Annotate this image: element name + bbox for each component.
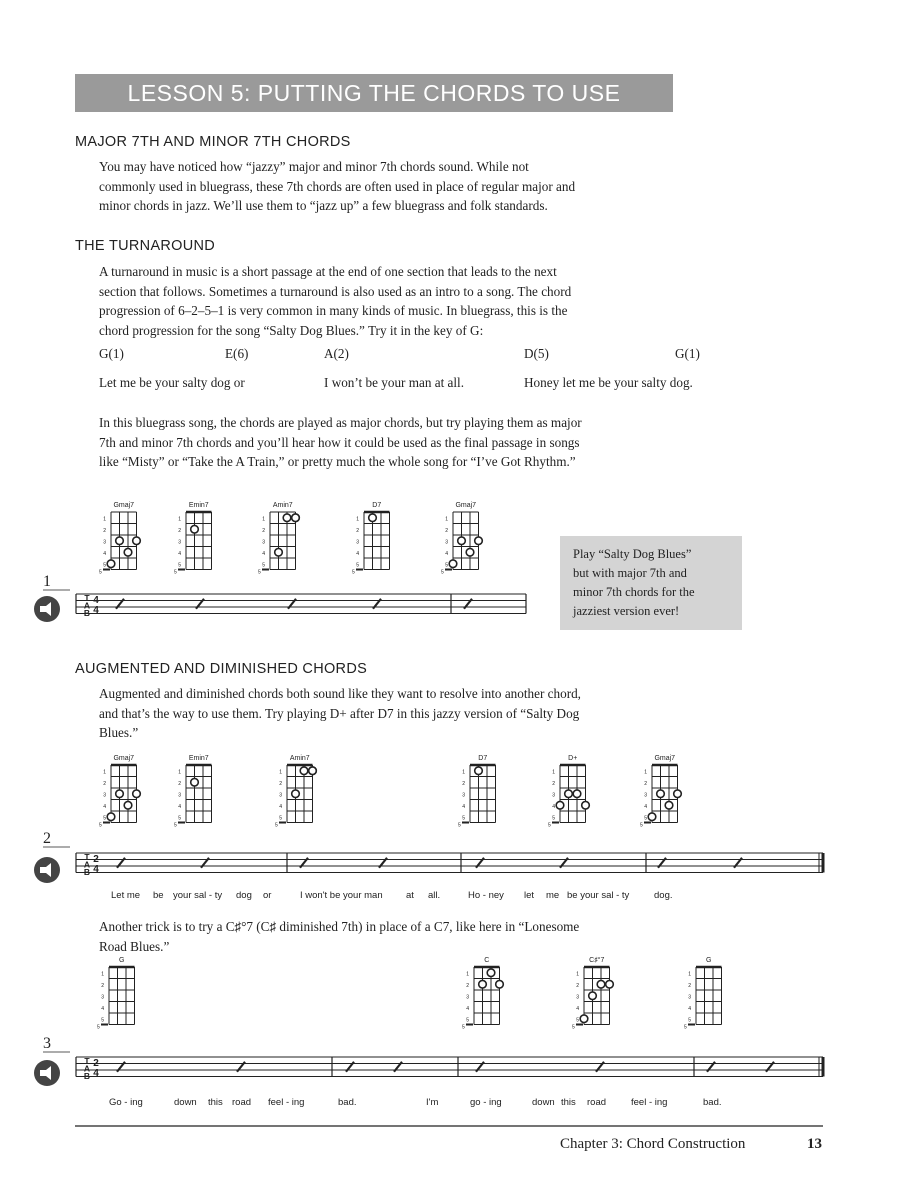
- finger-dot: [107, 813, 115, 821]
- fret-number: 1: [688, 971, 691, 978]
- lyric-syllable: Go - ing: [109, 1097, 143, 1108]
- finger-dot: [665, 801, 673, 809]
- fret-number: 1: [462, 769, 465, 776]
- text-line: chord progression for the song “Salty Dog Blues.” Try it in the key of G:: [99, 322, 484, 338]
- fret-marker: 5: [258, 569, 261, 576]
- fret-number: 2: [178, 781, 181, 787]
- fret-number: 3: [262, 539, 265, 546]
- fret-number: 1: [445, 516, 448, 523]
- callout-line: Play “Salty Dog Blues”: [573, 547, 692, 561]
- text-line: Blues.”: [99, 725, 139, 740]
- fret-number: 4: [279, 804, 282, 810]
- fret-number: 4: [178, 551, 181, 557]
- fret-number: 5: [178, 562, 181, 569]
- fret-number: 4: [178, 804, 181, 810]
- tab-letter: B: [83, 1071, 91, 1081]
- fret-number: 3: [466, 994, 469, 1001]
- chord-diagram: [640, 755, 681, 829]
- fret-number: 1: [279, 769, 282, 776]
- fret-number: 1: [178, 769, 181, 776]
- finger-dot: [449, 560, 457, 568]
- lyric-syllable: feel - ing: [268, 1097, 305, 1108]
- fret-number: 3: [445, 539, 448, 546]
- chord-diagram: [174, 502, 212, 576]
- fret-number: 5: [466, 1017, 469, 1024]
- example-number: 3: [43, 1035, 51, 1052]
- chord-diagram: [174, 755, 212, 829]
- finger-dot: [475, 767, 483, 775]
- fret-number: 2: [688, 983, 691, 989]
- tab-letter: A: [83, 1063, 91, 1074]
- footer-chapter: Chapter 3: Chord Construction: [560, 1136, 746, 1152]
- fret-number: 3: [688, 994, 691, 1001]
- finger-dot: [283, 514, 291, 522]
- fret-marker: 5: [441, 569, 444, 576]
- fret-number: 4: [262, 551, 265, 557]
- progression-chord: G(1): [675, 346, 700, 361]
- text-line: minor chords in jazz. We’ll use them to “jazz up” a few bluegrass and folk standards.: [99, 198, 548, 213]
- heading-major7: MAJOR 7TH AND MINOR 7TH CHORDS: [75, 134, 351, 150]
- finger-dot: [309, 767, 317, 775]
- fret-number: 2: [103, 528, 106, 534]
- lyric-syllable: or: [263, 890, 272, 901]
- chord-diagram: [441, 502, 482, 576]
- fret-number: 1: [103, 516, 106, 523]
- lyric-syllable: dog.: [654, 890, 673, 901]
- chord-name: Gmaj7: [113, 502, 135, 509]
- fret-number: 3: [103, 792, 106, 799]
- fret-number: 2: [262, 528, 265, 534]
- fret-number: 1: [576, 971, 579, 978]
- fret-number: 5: [462, 815, 465, 822]
- fret-number: 4: [466, 1006, 469, 1012]
- fret-number: 1: [466, 971, 469, 978]
- lesson-title: LESSON 5: PUTTING THE CHORDS TO USE: [127, 80, 621, 106]
- text-line: Augmented and diminished chords both sound like they want to resolve into another chord,: [99, 686, 581, 701]
- callout-line: jazziest version ever!: [573, 604, 680, 618]
- fret-number: 5: [688, 1017, 691, 1024]
- lyric-syllable: Ho - ney: [468, 890, 504, 901]
- page-number: 13: [807, 1136, 822, 1152]
- finger-dot: [107, 560, 115, 568]
- finger-dot: [124, 801, 132, 809]
- fret-marker: 5: [174, 822, 177, 829]
- finger-dot: [292, 790, 300, 798]
- finger-dot: [300, 767, 308, 775]
- lyric-syllable: dog: [236, 890, 252, 901]
- heading-turnaround: THE TURNAROUND: [75, 238, 216, 254]
- text-line: A turnaround in music is a short passage at the end of one section that leads to the next: [99, 264, 557, 279]
- lyric-syllable: your sal - ty: [173, 890, 223, 901]
- finger-dot: [589, 992, 597, 1000]
- lyric-syllable: road: [587, 1097, 607, 1108]
- progression-chord: E(6): [225, 346, 249, 361]
- fret-number: 1: [356, 516, 359, 523]
- tab-letter: T: [84, 593, 90, 603]
- tab-letter: A: [83, 859, 91, 870]
- progression-lyric: Let me be your salty dog or: [99, 375, 245, 390]
- chord-name: C♯°7: [589, 957, 605, 964]
- tab-letter: B: [83, 867, 91, 877]
- fret-marker: 5: [99, 822, 102, 829]
- lyric-syllable: feel - ing: [631, 1097, 668, 1108]
- fret-number: 1: [103, 769, 106, 776]
- finger-dot: [496, 980, 504, 988]
- callout-line: minor 7th chords for the: [573, 585, 695, 599]
- chord-name: C: [484, 957, 490, 964]
- fret-number: 3: [279, 792, 282, 799]
- chord-name: Gmaj7: [654, 755, 676, 762]
- lyric-syllable: be your sal - ty: [567, 890, 630, 901]
- fret-marker: 5: [462, 1024, 465, 1031]
- chord-diagram: [97, 957, 135, 1031]
- callout-line: but with major 7th and: [573, 566, 687, 580]
- finger-dot: [275, 548, 283, 556]
- text-line: Road Blues.”: [99, 938, 170, 954]
- chord-diagram: [684, 957, 722, 1031]
- chord-name: D+: [568, 755, 578, 762]
- text-line: like “Misty” or “Take the A Train,” or pretty much the whole song for “I’ve Got Rhythm.”: [99, 454, 576, 469]
- finger-dot: [292, 514, 300, 522]
- fret-number: 2: [445, 528, 448, 534]
- finger-dot: [466, 548, 474, 556]
- time-signature: 2: [93, 1057, 99, 1069]
- progression-lyric: Honey let me be your salty dog.: [524, 375, 693, 390]
- fret-number: 4: [445, 551, 448, 557]
- lyric-syllable: I won't be your man: [300, 890, 383, 901]
- finger-dot: [487, 969, 495, 977]
- fret-number: 5: [103, 562, 106, 569]
- lyric-syllable: at: [406, 890, 414, 901]
- lyric-syllable: Let me: [111, 890, 141, 901]
- fret-number: 3: [644, 792, 647, 799]
- tab-letter: T: [84, 1056, 90, 1066]
- finger-dot: [580, 1015, 588, 1023]
- finger-dot: [133, 537, 141, 545]
- lyric-syllable: road: [232, 1097, 252, 1108]
- fret-number: 2: [644, 781, 647, 787]
- chord-diagram: [352, 502, 390, 576]
- fret-number: 2: [356, 528, 359, 534]
- time-signature: 4: [93, 604, 99, 616]
- fret-number: 5: [356, 562, 359, 569]
- fret-number: 4: [103, 804, 106, 810]
- time-signature: 2: [93, 853, 99, 865]
- lyric-syllable: bad.: [338, 1097, 357, 1108]
- finger-dot: [606, 980, 614, 988]
- fret-number: 1: [101, 971, 104, 978]
- finger-dot: [582, 801, 590, 809]
- fret-number: 2: [101, 983, 104, 989]
- fret-marker: 5: [458, 822, 461, 829]
- lyric-syllable: down: [532, 1097, 555, 1108]
- fret-number: 2: [103, 781, 106, 787]
- lyric-syllable: down: [174, 1097, 197, 1108]
- fret-marker: 5: [684, 1024, 687, 1031]
- example-number: 2: [43, 830, 51, 847]
- fret-number: 3: [178, 792, 181, 799]
- chord-diagram: [258, 502, 299, 576]
- finger-dot: [479, 980, 487, 988]
- text-line: commonly used in bluegrass, these 7th chords are often used in place of regular major and: [99, 178, 576, 194]
- fret-marker: 5: [548, 822, 551, 829]
- fret-number: 4: [103, 551, 106, 557]
- chord-diagram: [99, 502, 140, 576]
- fret-number: 4: [462, 804, 465, 810]
- lyric-syllable: me: [546, 890, 560, 901]
- tab-letter: T: [84, 852, 90, 862]
- lyric-syllable: all.: [428, 890, 441, 901]
- text-line: 7th and minor 7th chords and you’ll hear how it could be used as the final passage in songs: [99, 434, 580, 450]
- fret-number: 5: [445, 562, 448, 569]
- lyric-syllable: bad.: [703, 1097, 722, 1108]
- tab-letter: B: [83, 608, 91, 618]
- finger-dot: [565, 790, 573, 798]
- finger-dot: [191, 778, 199, 786]
- time-signature: 4: [93, 594, 99, 606]
- text-line: section that follows. Sometimes a turnaround is also used as an intro to a song. The chord: [99, 283, 572, 299]
- fret-marker: 5: [99, 569, 102, 576]
- finger-dot: [475, 537, 483, 545]
- text-line: You may have noticed how “jazzy” major and minor 7th chords sound. While not: [99, 159, 529, 174]
- chord-name: Emin7: [188, 502, 209, 509]
- finger-dot: [674, 790, 682, 798]
- chord-name: Gmaj7: [455, 502, 477, 509]
- chord-name: D7: [372, 502, 382, 509]
- finger-dot: [573, 790, 581, 798]
- finger-dot: [116, 537, 124, 545]
- finger-dot: [458, 537, 466, 545]
- example-number: 1: [43, 573, 51, 590]
- fret-number: 5: [644, 815, 647, 822]
- finger-dot: [124, 548, 132, 556]
- chord-diagram: [572, 956, 613, 1031]
- fret-number: 5: [103, 815, 106, 822]
- chord-diagram: [99, 755, 140, 829]
- finger-dot: [116, 790, 124, 798]
- chord-diagram: [275, 755, 316, 829]
- fret-number: 3: [576, 994, 579, 1001]
- fret-marker: 5: [97, 1024, 100, 1031]
- fret-marker: 5: [352, 569, 355, 576]
- fret-number: 5: [279, 815, 282, 822]
- fret-number: 3: [552, 792, 555, 799]
- chord-name: Emin7: [188, 755, 209, 762]
- tab-letter: A: [83, 600, 91, 611]
- lyric-syllable: this: [561, 1097, 576, 1108]
- finger-dot: [597, 980, 605, 988]
- fret-number: 1: [552, 769, 555, 776]
- fret-number: 4: [688, 1006, 691, 1012]
- lyric-syllable: be: [153, 890, 164, 901]
- finger-dot: [648, 813, 656, 821]
- fret-number: 2: [279, 781, 282, 787]
- text-line: and that’s the way to use them. Try playing D+ after D7 in this jazzy version of “Salty Dog: [99, 705, 580, 721]
- text-line: progression of 6–2–5–1 is very common in many kinds of music. In bluegrass, this is the: [99, 303, 568, 318]
- finger-dot: [133, 790, 141, 798]
- chord-name: Gmaj7: [113, 755, 135, 762]
- fret-number: 5: [576, 1017, 579, 1024]
- progression-chord: A(2): [324, 346, 349, 361]
- progression-chord: D(5): [524, 346, 549, 361]
- lyric-syllable: this: [208, 1097, 223, 1108]
- fret-number: 4: [356, 551, 359, 557]
- fret-number: 5: [262, 562, 265, 569]
- fret-number: 4: [576, 1006, 579, 1012]
- fret-marker: 5: [640, 822, 643, 829]
- fret-number: 2: [462, 781, 465, 787]
- lyric-syllable: go - ing: [470, 1097, 502, 1108]
- progression-chord: G(1): [99, 346, 124, 361]
- fret-number: 4: [101, 1006, 104, 1012]
- fret-marker: 5: [275, 822, 278, 829]
- text-line: Another trick is to try a C♯°7 (C♯ diminished 7th) in place of a C7, like here in “Lonesome: [99, 919, 580, 934]
- progression-lyric: I won’t be your man at all.: [324, 375, 465, 390]
- fret-number: 5: [552, 815, 555, 822]
- chord-name: Amin7: [289, 755, 310, 762]
- fret-number: 5: [178, 815, 181, 822]
- fret-number: 1: [262, 516, 265, 523]
- fret-number: 2: [178, 528, 181, 534]
- chord-diagram: [462, 957, 503, 1031]
- finger-dot: [369, 514, 377, 522]
- chord-diagram: [458, 755, 496, 829]
- chord-name: Amin7: [272, 502, 293, 509]
- time-signature: 4: [93, 1067, 99, 1079]
- finger-dot: [657, 790, 665, 798]
- fret-number: 3: [462, 792, 465, 799]
- fret-number: 1: [644, 769, 647, 776]
- finger-dot: [556, 801, 564, 809]
- fret-number: 2: [576, 983, 579, 989]
- lyric-syllable: I'm: [426, 1097, 439, 1108]
- heading-augmented: AUGMENTED AND DIMINISHED CHORDS: [75, 661, 368, 677]
- fret-number: 2: [466, 983, 469, 989]
- fret-number: 3: [178, 539, 181, 546]
- fret-number: 3: [356, 539, 359, 546]
- fret-number: 4: [552, 804, 555, 810]
- fret-number: 3: [103, 539, 106, 546]
- chord-name: G: [706, 957, 712, 964]
- chord-diagram: [548, 755, 589, 829]
- time-signature: 4: [93, 863, 99, 875]
- fret-number: 1: [178, 516, 181, 523]
- fret-number: 4: [644, 804, 647, 810]
- text-line: In this bluegrass song, the chords are played as major chords, but try playing them as major: [99, 415, 582, 430]
- fret-number: 5: [101, 1017, 104, 1024]
- fret-marker: 5: [174, 569, 177, 576]
- fret-number: 2: [552, 781, 555, 787]
- chord-name: G: [119, 957, 125, 964]
- chord-name: D7: [478, 755, 488, 762]
- fret-number: 3: [101, 994, 104, 1001]
- finger-dot: [191, 525, 199, 533]
- fret-marker: 5: [572, 1024, 575, 1031]
- lyric-syllable: let: [524, 890, 535, 901]
